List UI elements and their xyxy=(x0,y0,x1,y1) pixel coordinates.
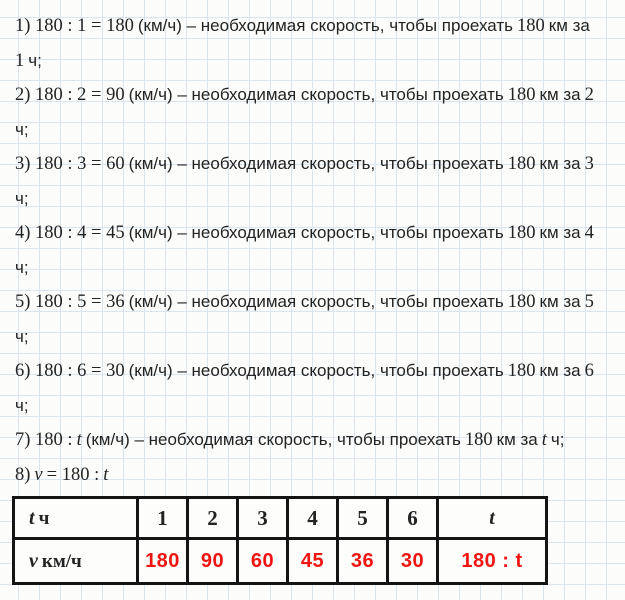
unit-label: ч xyxy=(38,507,50,529)
table-header-time-label xyxy=(14,498,138,539)
table-header-cell: 2 xyxy=(188,498,238,539)
variable-t: t xyxy=(103,464,109,485)
text-segment: (км/ч) – необходимая скорость, чтобы проехать xyxy=(128,361,504,380)
solution-step-8 xyxy=(15,458,621,493)
table-speed-label xyxy=(14,539,138,584)
table-header-cell-t: t xyxy=(438,498,547,539)
time-value: 5 xyxy=(584,292,594,312)
item-number: 8) xyxy=(15,464,31,485)
table-value-row xyxy=(14,539,547,584)
text-segment: (км/ч) – необходимая скорость, чтобы проехать xyxy=(128,85,504,104)
table-header-cell: 4 xyxy=(288,498,338,539)
solution-step-3-line-2 xyxy=(15,182,621,217)
solution-step-1-line-2 xyxy=(15,44,621,79)
variable-v: v xyxy=(34,464,43,485)
solution-step-2-line-2 xyxy=(15,113,621,148)
solution-step-5-line-2 xyxy=(15,320,621,355)
time-value: 4 xyxy=(584,223,594,243)
time-value: 1 xyxy=(15,50,25,71)
variable-v: v xyxy=(29,549,38,572)
text-segment: (км/ч) – необходимая скорость, чтобы проехать xyxy=(128,223,504,242)
variable-t: t xyxy=(76,430,82,450)
solution-step-2-line-1 xyxy=(15,78,621,113)
distance-value: 180 xyxy=(507,85,536,105)
time-value: 3 xyxy=(584,154,594,174)
table-value-cell: 180 xyxy=(138,539,188,584)
distance-value: 180 xyxy=(507,361,536,381)
text-segment: ч; xyxy=(15,119,29,139)
math-expression: 5) 180 : 5 = 36 xyxy=(15,292,125,312)
math-expression: 2) 180 : 2 = 90 xyxy=(15,85,125,105)
table-value-cell: 45 xyxy=(288,539,338,584)
table-header-cell: 5 xyxy=(338,498,388,539)
math-expression: 1) 180 : 1 = 180 xyxy=(15,16,134,36)
distance-value: 180 xyxy=(517,16,545,36)
table-value-cell: 30 xyxy=(388,539,438,584)
solution-step-6-line-2 xyxy=(15,389,621,424)
solution-step-4-line-1 xyxy=(15,216,621,251)
text-segment: ч; xyxy=(15,257,29,277)
text-segment: км за xyxy=(548,16,590,35)
text-segment: (км/ч) – необходимая скорость, чтобы проехать xyxy=(128,292,504,311)
text-segment: ч; xyxy=(15,326,29,346)
table-value-cell: 60 xyxy=(238,539,288,584)
text-segment: км за xyxy=(539,85,581,104)
table-header-cell: 6 xyxy=(388,498,438,539)
table-value-cell: 180 : t xyxy=(438,539,547,584)
distance-value: 180 xyxy=(507,223,536,243)
text-segment: ч; xyxy=(550,430,565,449)
unit-label: км/ч xyxy=(41,550,82,572)
table-value-cell: 36 xyxy=(338,539,388,584)
solution-text xyxy=(15,9,621,492)
math-expression: 7) 180 : xyxy=(15,430,73,450)
table-header-cell: 3 xyxy=(238,498,288,539)
solution-step-5-line-1 xyxy=(15,285,621,320)
text-segment: (км/ч) – необходимая скорость, чтобы проехать xyxy=(85,430,461,449)
distance-value: 180 xyxy=(507,292,536,312)
math-expression: = 180 : xyxy=(46,464,100,485)
table-value-cell: 90 xyxy=(188,539,238,584)
solution-step-7 xyxy=(15,423,621,458)
variable-t: t xyxy=(29,506,35,529)
math-expression: 3) 180 : 3 = 60 xyxy=(15,154,125,174)
table-header-cell: 1 xyxy=(138,498,188,539)
text-segment: ч; xyxy=(28,50,42,70)
variable-t: t xyxy=(541,430,547,450)
solution-step-4-line-2 xyxy=(15,251,621,286)
math-expression: 4) 180 : 4 = 45 xyxy=(15,223,125,243)
solution-step-6-line-1 xyxy=(15,354,621,389)
time-value: 6 xyxy=(584,361,594,381)
text-segment: ч; xyxy=(15,188,29,208)
distance-value: 180 xyxy=(464,430,493,450)
text-segment: км за xyxy=(539,292,581,311)
time-value: 2 xyxy=(584,85,594,105)
solution-step-1-line-1 xyxy=(15,9,621,44)
text-segment: (км/ч) – необходимая скорость, чтобы проехать xyxy=(128,154,504,173)
text-segment: км за xyxy=(539,154,581,173)
text-segment: км за xyxy=(539,361,581,380)
text-segment: км за xyxy=(539,223,581,242)
text-segment: ч; xyxy=(15,395,29,415)
text-segment: км за xyxy=(496,430,538,449)
math-expression: 6) 180 : 6 = 30 xyxy=(15,361,125,381)
solution-step-3-line-1 xyxy=(15,147,621,182)
speed-time-table xyxy=(12,496,548,585)
distance-value: 180 xyxy=(507,154,536,174)
table-header-row xyxy=(14,498,547,539)
text-segment: (км/ч) – необходимая скорость, чтобы проехать xyxy=(137,16,514,35)
